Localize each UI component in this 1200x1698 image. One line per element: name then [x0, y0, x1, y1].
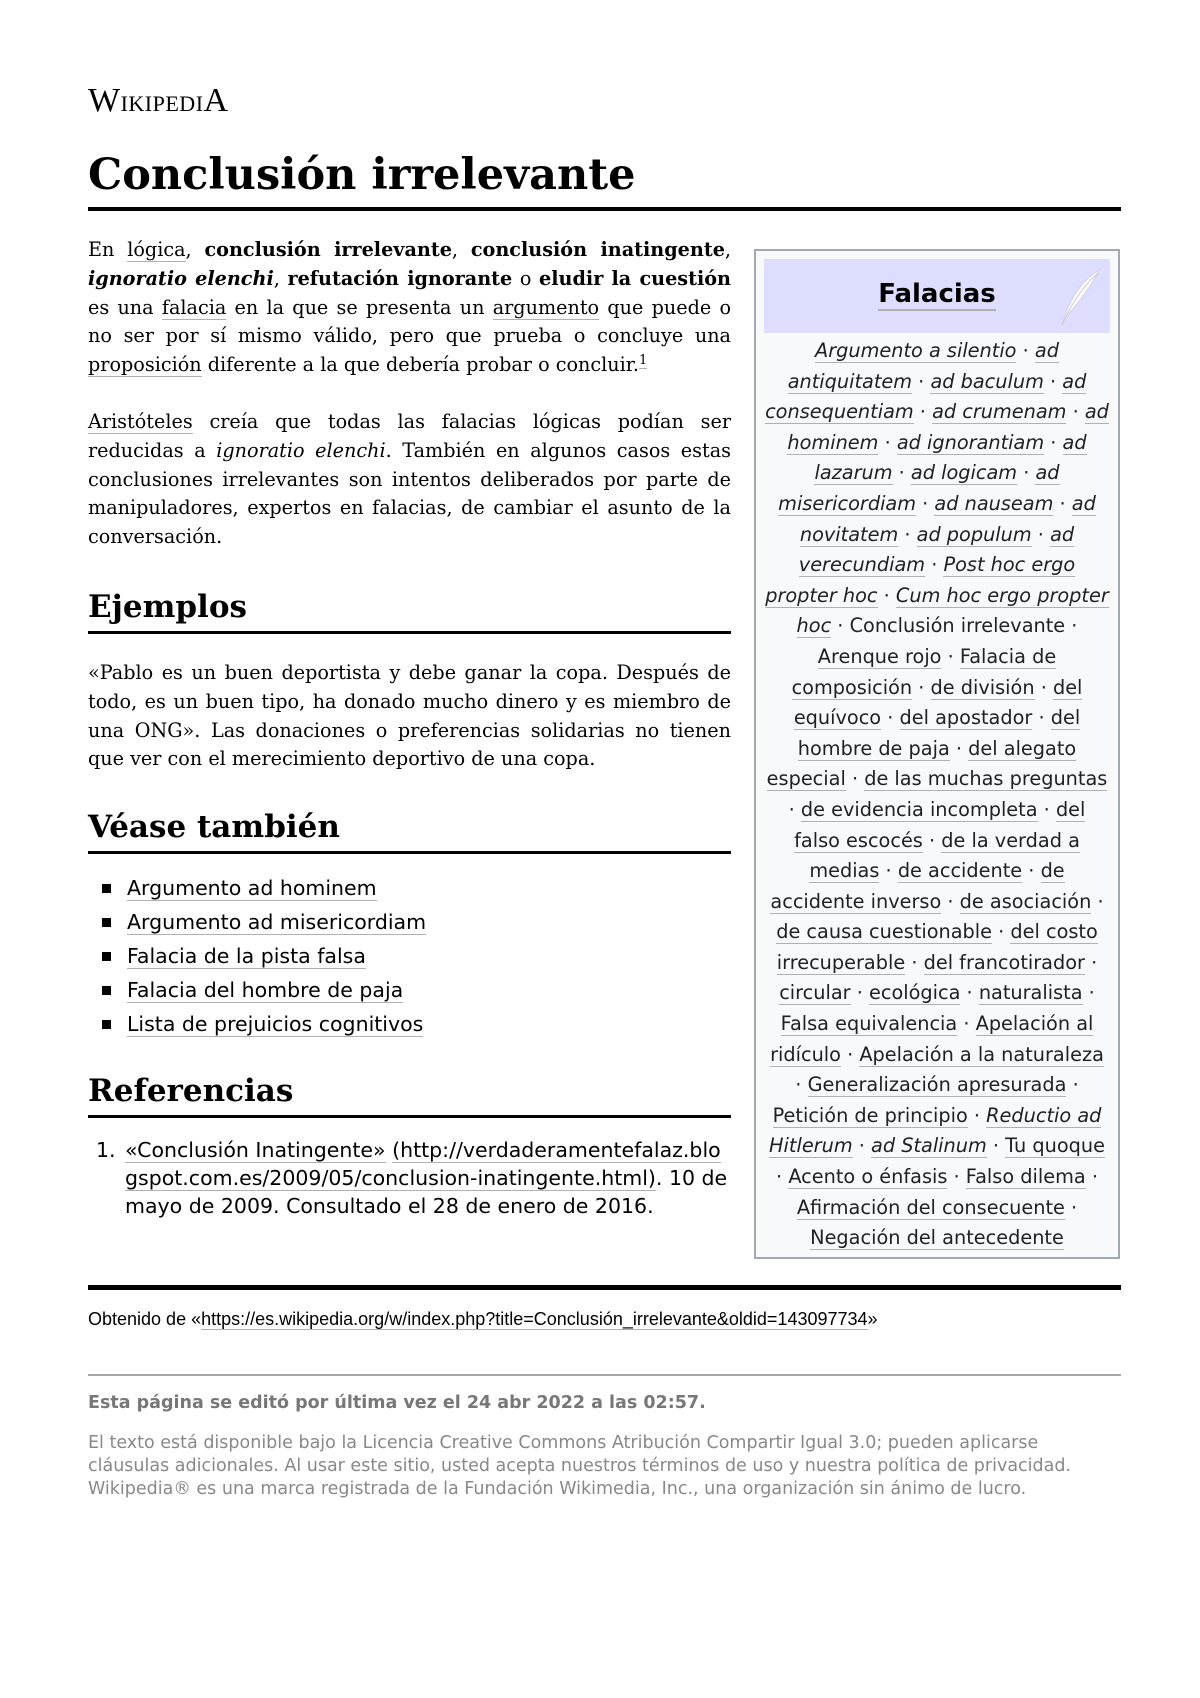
separator: ·	[1066, 1073, 1079, 1097]
article-body	[88, 236, 731, 1220]
navbox-link[interactable]: de evidencia incompleta	[800, 797, 1038, 821]
navbox-current-item: Conclusión irrelevante	[849, 614, 1066, 638]
reference-title-link[interactable]: «Conclusión Inatingente»	[125, 1138, 386, 1163]
logo-last-letter: A	[203, 82, 229, 119]
separator: ·	[898, 522, 917, 546]
navbox-link[interactable]: naturalista	[978, 981, 1083, 1005]
ejemplos-paragraph: «Pablo es un buen deportista y debe ganar la copa. Después de todo, es un buen tipo, ha donado mucho dinero y es miembro de una ONG». Las donaciones o preferencias solidarias no tienen que ver con el merecimiento deportivo de una copa.	[88, 660, 731, 771]
text-run: ,	[451, 238, 471, 261]
text-run: ,	[724, 238, 732, 261]
title-divider	[88, 207, 1121, 211]
separator: ·	[947, 1165, 966, 1189]
list-item	[88, 871, 731, 905]
intro-paragraph-2	[88, 408, 731, 552]
navbox-link[interactable]: Post hoc ergo propter hoc	[765, 553, 1076, 607]
text-run: refutación ignorante	[287, 266, 513, 290]
navbox-link[interactable]: Tu quoque	[1005, 1134, 1105, 1158]
separator: ·	[949, 736, 969, 760]
footer-divider	[88, 1285, 1121, 1290]
navbox-link[interactable]: de accidente inverso	[770, 859, 1065, 913]
separator: ·	[1043, 369, 1063, 393]
navbox-link[interactable]: ecológica	[868, 981, 961, 1005]
separator: ·	[1084, 950, 1098, 974]
navbox-list	[764, 336, 1110, 1254]
text-run: creía que todas las falacias lógicas podían ser reducidas a	[88, 409, 731, 462]
separator: ·	[913, 400, 933, 424]
navbox-link[interactable]: del falso escocés	[794, 797, 1086, 852]
text-run: en la que se presenta un	[226, 295, 493, 319]
see-also-link[interactable]: Lista de prejuicios cognitivos	[127, 1012, 424, 1037]
separator: ·	[850, 981, 869, 1005]
inline-link[interactable]: Aristóteles	[88, 409, 193, 433]
navbox-link[interactable]: Arenque rojo	[817, 644, 942, 668]
navbox-link[interactable]: Acento o énfasis	[788, 1165, 948, 1189]
separator: ·	[1085, 1165, 1098, 1189]
navbox-link[interactable]: de la verdad a medias	[809, 828, 1080, 883]
bullet-icon	[102, 952, 111, 961]
separator: ·	[831, 614, 850, 638]
separator: ·	[1044, 430, 1063, 454]
navbox-link[interactable]: Reductio ad Hitlerum	[769, 1103, 1102, 1158]
separator: ·	[881, 706, 900, 730]
separator: ·	[795, 1073, 808, 1097]
separator: ·	[912, 369, 931, 393]
list-item	[88, 1007, 731, 1041]
separator: ·	[788, 797, 801, 821]
navbox-link[interactable]: Apelación a la naturaleza	[859, 1042, 1104, 1066]
navbox-header	[764, 259, 1110, 333]
navbox-link[interactable]: del equívoco	[793, 675, 1083, 730]
reference-url-link[interactable]: (http://verdaderamentefalaz.blogspot.com.es/2009/05/conclusion-inatingente.html)	[125, 1138, 721, 1191]
intro-paragraph-1	[88, 236, 731, 380]
separator: ·	[957, 1012, 976, 1036]
text-run: es una	[88, 295, 162, 319]
inline-link[interactable]: proposición	[88, 353, 202, 377]
footer-divider-thin	[88, 1374, 1121, 1376]
navbox-link[interactable]: ad hominem	[787, 400, 1109, 454]
inline-link[interactable]: lógica	[127, 238, 186, 261]
navbox-link[interactable]: Falacia de composición	[791, 644, 1057, 699]
navbox-link[interactable]: del hombre de paja	[797, 706, 1081, 760]
heading-referencias: Referencias	[88, 1071, 731, 1118]
reference-number: 1.	[96, 1138, 116, 1163]
inline-link[interactable]: falacia	[161, 295, 227, 319]
separator: ·	[960, 981, 979, 1005]
navbox-link[interactable]: del costo irrecuperable	[776, 920, 1098, 974]
navbox-link[interactable]: ad crumenam	[932, 400, 1067, 424]
bullet-icon	[102, 1020, 111, 1029]
references-list	[88, 1136, 731, 1220]
text-run: ,	[273, 266, 288, 290]
text-run: . También en algunos casos estas conclusiones irrelevantes son intentos deliberados por parte de manipuladores, expertos en falacias, de cambiar el asunto de la conversación.	[88, 438, 732, 549]
navbox-link[interactable]: Argumento a silentio	[815, 339, 1017, 362]
separator: ·	[1091, 889, 1104, 913]
navbox-link[interactable]: Falsa equivalencia	[780, 1012, 958, 1036]
separator: ·	[967, 1103, 987, 1127]
see-also-link[interactable]: Argumento ad hominem	[127, 876, 377, 901]
text-run: eludir la cuestión	[539, 266, 731, 290]
separator: ·	[879, 859, 898, 883]
navbox-link[interactable]: ad ignorantiam	[896, 430, 1045, 454]
separator: ·	[878, 430, 897, 454]
text-run: conclusión irrelevante	[204, 238, 452, 261]
navbox-link[interactable]: ad consequentiam	[765, 369, 1087, 424]
obtained-from: Obtenido de «https://es.wikipedia.org/w/index.php?title=Conclusión_irrelevante&oldid=143097734»	[88, 1309, 878, 1329]
separator: ·	[941, 644, 960, 668]
navbox-link[interactable]: de las muchas preguntas	[864, 767, 1108, 791]
bullet-icon	[102, 918, 111, 927]
navbox-link[interactable]: Cum hoc ergo propter hoc	[796, 583, 1109, 638]
list-item	[88, 939, 731, 973]
heading-vease-tambien: Véase también	[88, 807, 731, 854]
navbox-link[interactable]: ad nauseam	[934, 491, 1054, 515]
navbox-link[interactable]: ad verecundiam	[798, 522, 1075, 577]
text-run: ,	[185, 238, 205, 261]
text-run: diferente a la que debería probar o concluir.	[201, 353, 639, 377]
separator: ·	[1066, 400, 1085, 424]
last-modified: Esta página se editó por última vez el 24 abr 2022 a las 02:57.	[88, 1393, 706, 1413]
inline-link[interactable]: argumento	[492, 295, 600, 319]
separator: ·	[912, 675, 931, 699]
reference-date: . 10 de mayo de 2009. Consultado el 28 de enero de 2016.	[125, 1166, 728, 1219]
separator: ·	[1016, 339, 1035, 362]
separator: ·	[1022, 859, 1041, 883]
wikipedia-logo[interactable]	[88, 84, 229, 118]
navbox-link[interactable]: ad antiquitatem	[787, 339, 1059, 393]
separator: ·	[986, 1134, 1006, 1158]
navbox-link[interactable]: ad novitatem	[799, 491, 1096, 546]
navbox-link[interactable]: del alegato especial	[766, 736, 1077, 791]
see-also-link[interactable]: Falacia de la pista falsa	[127, 944, 366, 969]
navbox-link[interactable]: Generalización apresurada	[807, 1073, 1067, 1097]
navbox-link[interactable]: Afirmación del consecuente	[796, 1195, 1065, 1219]
navbox-link[interactable]: de división	[930, 675, 1035, 699]
separator: ·	[1031, 522, 1051, 546]
navbox-link[interactable]: ad misericordiam	[778, 461, 1060, 515]
citation-link[interactable]: 1	[638, 352, 648, 368]
separator: ·	[1034, 675, 1053, 699]
navbox-link[interactable]: ad Stalinum	[871, 1134, 987, 1158]
bullet-icon	[102, 884, 111, 893]
navbox-link[interactable]: Falso dilema	[965, 1165, 1086, 1189]
logo-middle: ikipedi	[120, 82, 204, 118]
navbox-link[interactable]: circular	[779, 981, 851, 1005]
navbox-link[interactable]: ad logicam	[910, 461, 1018, 485]
page-title: Conclusión irrelevante	[88, 150, 636, 200]
navbox-link[interactable]: ad populum	[916, 522, 1032, 546]
separator: ·	[1065, 614, 1078, 638]
list-item	[88, 973, 731, 1007]
see-also-link[interactable]: Argumento ad misericordiam	[127, 910, 427, 935]
license-text: El texto está disponible bajo la Licencia Creative Commons Atribución Compartir Igual 3.0; pueden aplicarse cláusulas adicionales. Al usar este sitio, usted acepta nuestros términos de uso y nuestra política de privacidad. Wikipedia® es una marca registrada de la Fundación Wikimedia, Inc., una organización sin ánimo de lucro.	[88, 1433, 1072, 1499]
navbox-link[interactable]: de accidente	[897, 859, 1023, 883]
separator: ·	[840, 1042, 860, 1066]
separator: ·	[1017, 461, 1036, 485]
navbox-link[interactable]: del apostador	[899, 706, 1033, 730]
separator: ·	[922, 828, 942, 852]
text-run: ignoratio elenchi	[216, 438, 386, 462]
navbox-link[interactable]: Negación del antecedente	[810, 1226, 1064, 1250]
navbox-link[interactable]: ad baculum	[930, 369, 1044, 393]
see-also-list	[88, 871, 731, 1041]
separator: ·	[892, 461, 911, 485]
text-run: conclusión inatingente	[470, 238, 725, 261]
text-run: ignoratio elenchi	[88, 266, 274, 290]
separator: ·	[905, 950, 924, 974]
navbox-link[interactable]: de asociación	[959, 889, 1092, 913]
logo-first-letter: W	[88, 82, 121, 119]
separator: ·	[916, 491, 935, 515]
reference-item	[88, 1136, 731, 1220]
navbox-link[interactable]: del francotirador	[923, 950, 1085, 974]
separator: ·	[845, 767, 865, 791]
text-run: que puede o no ser por sí mismo válido, pero que prueba o concluye una	[88, 295, 732, 348]
heading-ejemplos: Ejemplos	[88, 587, 731, 634]
separator: ·	[925, 553, 944, 577]
separator: ·	[852, 1134, 872, 1158]
separator: ·	[1032, 706, 1051, 730]
navbox-link[interactable]: ad lazarum	[814, 430, 1087, 485]
fallacies-navbox	[754, 249, 1120, 1259]
separator: ·	[1082, 981, 1095, 1005]
list-item	[88, 905, 731, 939]
permanent-link[interactable]: https://es.wikipedia.org/w/index.php?title=Conclusión_irrelevante&oldid=143097734	[201, 1309, 868, 1329]
text-run: o	[512, 266, 540, 290]
separator: ·	[992, 920, 1011, 944]
navbox-title[interactable]: Falacias	[878, 279, 996, 309]
bullet-icon	[102, 986, 111, 995]
navbox-link[interactable]: Petición de principio	[772, 1103, 968, 1127]
separator: ·	[941, 889, 960, 913]
separator: ·	[1064, 1195, 1078, 1219]
separator: ·	[776, 1165, 789, 1189]
separator: ·	[877, 583, 896, 607]
navbox-link[interactable]: de causa cuestionable	[776, 920, 992, 944]
feather-quill-icon	[1054, 265, 1104, 327]
navbox-link[interactable]: Apelación al ridículo	[770, 1012, 1094, 1066]
separator: ·	[1053, 491, 1072, 515]
see-also-link[interactable]: Falacia del hombre de paja	[127, 978, 404, 1003]
text-run: En	[88, 238, 128, 261]
separator: ·	[1037, 797, 1056, 821]
